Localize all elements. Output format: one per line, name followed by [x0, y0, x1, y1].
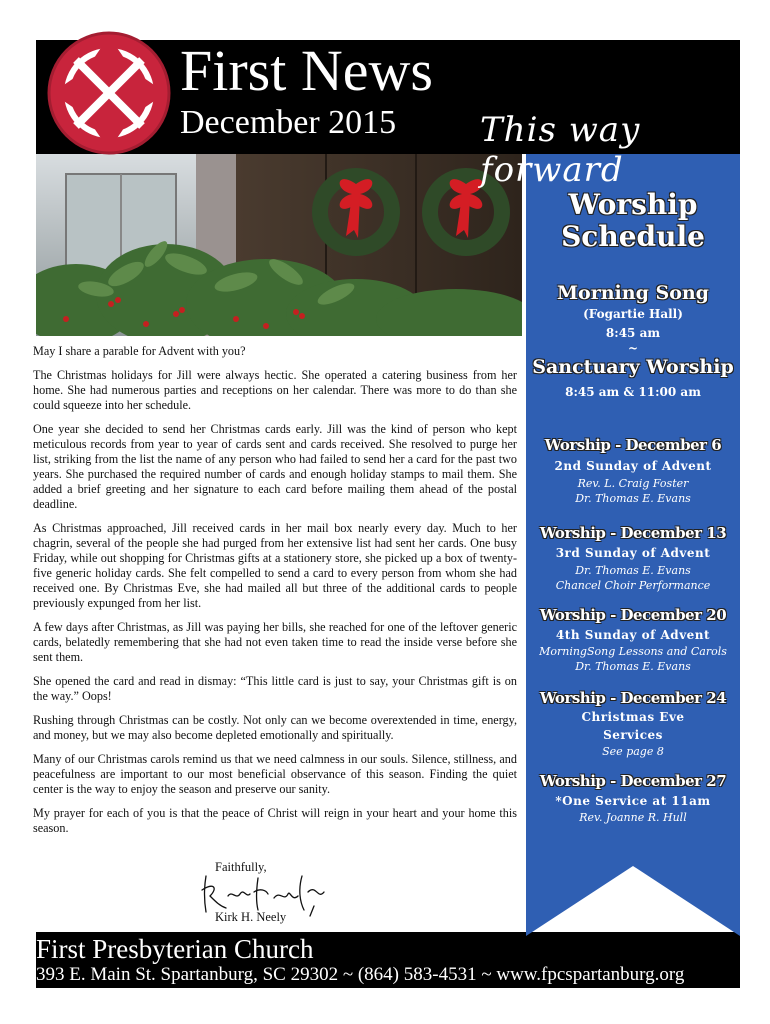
letter-paragraph: The Christmas holidays for Jill were always hectic. She operated a catering business from her home. She had numerous parties and receptions on her calendar. There was more to do than she could squeeze into her schedule.: [33, 368, 517, 412]
issue-date: December 2015: [180, 104, 397, 141]
week-detail: Dr. Thomas E. Evans: [575, 660, 691, 673]
letter-paragraph: She opened the card and read in dismay: “This little card is just to say, your Christmas gift is on the way.” Oops!: [33, 674, 517, 703]
newsletter-title: First News: [180, 38, 433, 103]
schedule-heading-2: Schedule: [561, 220, 705, 253]
letter-paragraph: Rushing through Christmas can be costly. Not only can we become overextended in time, energy, and money, but we may also become depleted emotionally and spiritually.: [33, 713, 517, 742]
separator: ~: [627, 341, 639, 355]
footer: [36, 932, 740, 988]
week-detail: Dr. Thomas E. Evans: [575, 564, 691, 577]
letter-signer: Kirk H. Neely: [215, 910, 287, 924]
week-title: Worship - December 20: [539, 606, 727, 624]
letter-paragraph: May I share a parable for Advent with you?: [33, 344, 246, 358]
letter-paragraph: One year she decided to send her Christmas cards early. Jill was the kind of person who kept meticulous records from year to year of cards sent and cards received. She resolved to purge her list, striking from the list the name of any person who had failed to send her a card for the past two years. She purchased the required number of cards and enough holiday stamps to mail them. She added a brief greeting and her signature to each card before mailing them ahead of the postal deadline.: [33, 422, 517, 511]
letter-paragraph: My prayer for each of you is that the peace of Christ will reign in your heart and your home this season.: [33, 806, 517, 835]
week-title: Worship - December 13: [539, 524, 727, 542]
worship-schedule-banner: [526, 154, 740, 936]
week-occasion: Christmas Eve: [581, 710, 685, 724]
week-detail: MorningSong Lessons and Carols: [539, 645, 727, 658]
pastor-letter: [33, 344, 517, 845]
week-detail: See page 8: [602, 745, 664, 758]
church-logo: [44, 28, 174, 158]
week-occasion: 4th Sunday of Advent: [555, 628, 711, 642]
morning-song-title: Morning Song: [557, 282, 709, 304]
holiday-photo: [36, 154, 522, 336]
week-occasion: 3rd Sunday of Advent: [555, 546, 711, 560]
sanctuary-title: Sanctuary Worship: [532, 356, 734, 378]
letter-paragraph: As Christmas approached, Jill received cards in her mail box nearly every day. Much to her chagrin, several of the people she had purged from her extensive list had sent her cards. One busy Friday, while out shopping for Christmas gifts at a stationery store, she picked up a box of twenty-five generic holiday cards. She felt compelled to send a card to every person from whom she had received one. By Christmas Eve, she had mailed all but three of the additional cards to people previously expunged from her list.: [33, 521, 517, 610]
week-title: Worship - December 24: [539, 689, 727, 707]
letter-closing: Faithfully,: [215, 860, 267, 874]
letter-paragraph: A few days after Christmas, as Jill was paying her bills, she reached for one of the leftover generic cards, belatedly remembering that she had not even taken time to read the inside verse before she sent them.: [33, 620, 517, 664]
week-detail: Chancel Choir Performance: [555, 579, 711, 592]
schedule-heading-1: Worship: [568, 188, 698, 221]
week-detail: Dr. Thomas E. Evans: [575, 492, 691, 505]
letter-paragraph: Many of our Christmas carols remind us that we need calmness in our souls. Silence, stillness, and peacefulness are important to our most beneficial observance of this season. Finding the quiet center is the way to enjoy the season and preserve our sanity.: [33, 752, 517, 796]
week-occasion: Services: [603, 728, 663, 742]
sanctuary-time: 8:45 am & 11:00 am: [565, 385, 701, 399]
week-title: Worship - December 6: [544, 436, 722, 454]
week-detail: Rev. L. Craig Foster: [577, 477, 689, 490]
tagline: This way forward: [480, 110, 641, 190]
church-address: 393 E. Main St. Spartanburg, SC 29302 ~ (864) 583-4531 ~ www.fpcspartanburg.org: [36, 964, 685, 985]
week-occasion: 2nd Sunday of Advent: [554, 459, 712, 473]
week-title: Worship - December 27: [539, 772, 727, 790]
week-occasion: *One Service at 11am: [555, 794, 711, 808]
week-detail: Rev. Joanne R. Hull: [579, 811, 687, 824]
church-name: First Presbyterian Church: [36, 934, 314, 964]
morning-song-time: 8:45 am: [605, 326, 661, 340]
morning-song-location: (Fogartie Hall): [583, 307, 683, 321]
